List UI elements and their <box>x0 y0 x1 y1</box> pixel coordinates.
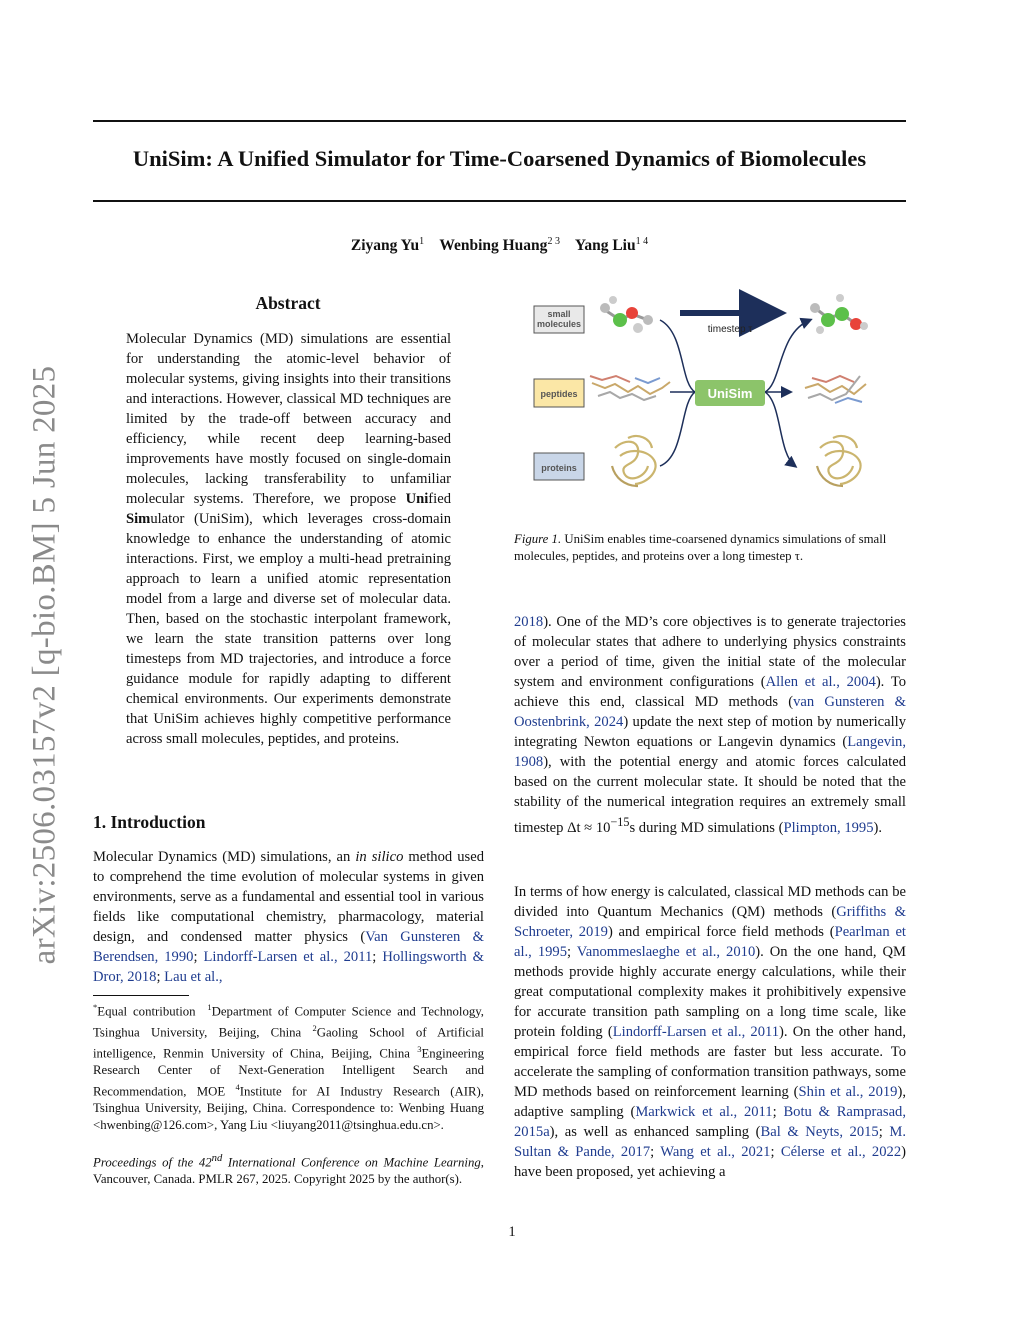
citation-link[interactable]: Vanommeslaeghe et al., 2010 <box>576 944 756 960</box>
citation-link[interactable]: Lindorff-Larsen et al., 2011 <box>203 949 373 965</box>
small-molecules-label-2: molecules <box>536 319 582 329</box>
text-run: In terms of how energy is calculated, classical MD methods can be divided into Quantum Mechanics (QM) methods ( <box>514 884 906 920</box>
citation-link[interactable]: Wang et al., 2021 <box>660 1144 771 1160</box>
text-run: ; <box>772 1104 784 1120</box>
citation-link[interactable]: van Gunsteren & Oostenbrink, 2024 <box>514 694 907 730</box>
text-run: s during MD simulations ( <box>629 819 784 836</box>
text-run: ; <box>770 1144 781 1160</box>
text-run: ). On the other hand, empirical force field methods are faster but less accurate. To accelerate the sampling of conformation transition pathways, some MD methods based on reinforcement learning ( <box>514 1024 906 1100</box>
italic-run: in silico <box>355 849 404 865</box>
right-paragraph-2 <box>514 882 906 1182</box>
citation-link[interactable]: Allen et al., 2004 <box>765 674 876 690</box>
footnote-rule <box>93 995 189 996</box>
text-run: ; <box>878 1124 890 1140</box>
italic-run: Proceedings of the 42 <box>93 1155 212 1170</box>
author-list <box>93 236 906 255</box>
footnote-marker: 3 <box>417 1044 422 1055</box>
author-name: Ziyang Yu <box>350 237 420 255</box>
text-run: ; <box>372 949 383 965</box>
author-affiliation: 2 3 <box>547 236 560 247</box>
protein-left <box>612 436 656 486</box>
abstract-part: fied <box>428 491 451 507</box>
protein-right <box>817 436 861 486</box>
footnote-marker: * <box>93 1002 98 1012</box>
text-run: Gaoling School of Artificial intelligence, Renmin University of China, Beijing, China <box>93 1025 484 1061</box>
text-run: ). <box>873 819 883 836</box>
small-molecule-left <box>600 296 653 333</box>
citation-link[interactable]: Lindorff-Larsen et al., 2011 <box>612 1024 780 1040</box>
citation-link[interactable]: Célerse et al., 2022 <box>780 1144 902 1160</box>
abstract-bold: Uni <box>405 491 429 507</box>
arxiv-id: arXiv:2506.03157v2 [q-bio.BM] 5 Jun 2025 <box>26 365 63 965</box>
text-run: ), as well as enhanced sampling ( <box>549 1124 761 1140</box>
author-affiliation: 1 <box>419 236 425 247</box>
figure-caption <box>514 531 907 565</box>
citation-link[interactable]: Pearlman et al., 1995 <box>514 924 906 960</box>
citation-link[interactable]: Bal & Neyts, 2015 <box>760 1124 879 1140</box>
text-run: ; <box>567 944 577 960</box>
abstract-heading: Abstract <box>255 293 321 313</box>
peptide-right <box>805 376 866 403</box>
citation-link[interactable]: Plimpton, 1995 <box>783 819 874 836</box>
author-name: Wenbing Huang <box>439 237 548 255</box>
text-run: ; <box>156 969 165 985</box>
unisim-label: UniSim <box>707 386 753 401</box>
text-run: Equal contribution <box>97 1004 196 1019</box>
citation-link[interactable]: Markwick et al., 2011 <box>635 1104 773 1120</box>
text-run: ). One of the MD’s core objectives is to generate trajectories of molecular states that adhere to underlying physics constraints over a period of time, given the initial state of the molecular system and environment configurations ( <box>514 614 906 690</box>
timestep-label: timestep τ <box>707 324 753 335</box>
peptide-left <box>590 376 670 400</box>
citation-link[interactable]: Van Gunsteren & Berendsen, 1990 <box>93 929 484 965</box>
proteins-label: proteins <box>541 463 577 473</box>
caption-text: UniSim enables time-coarsened dynamics simulations of small molecules, peptides, and proteins over a long timestep τ. <box>514 532 887 563</box>
text-run: Engineering Research Center of Next-Generation Intelligent Search and Recommendation, MOE <box>93 1046 484 1099</box>
page-number: 1 <box>508 1224 516 1240</box>
right-paragraph-1 <box>514 612 906 838</box>
citation-link[interactable]: Griffiths & Schroeter, 2019 <box>514 904 906 940</box>
text-run: ). To achieve this end, classical MD methods ( <box>514 674 907 710</box>
abstract-part: ulator (UniSim), which leverages cross-domain knowledge to enhance the understanding of atomic interactions. First, we employ a multi-head pretraining approach to learn a unified atomic representation model from a large and diverse set of molecular data. Then, based on the stochastic interpolant framework, we learn the state transition patterns over long timesteps from MD trajectories, and introduce a force guidance module for rapidly adapting to different chemical environments. Our experiments demonstrate that UniSim achieves highly competitive performance across small molecules, peptides, and proteins. <box>126 511 451 747</box>
caption-label: Figure 1. <box>514 532 562 546</box>
text-run: ; <box>193 949 204 965</box>
citation-link[interactable]: Langevin, 1908 <box>514 734 906 770</box>
footnote-marker: 1 <box>207 1002 212 1012</box>
italic-run: nd <box>211 1153 223 1164</box>
citation-link[interactable]: Shin et al., 2019 <box>798 1084 898 1100</box>
intro-heading: 1. Introduction <box>93 812 206 832</box>
arxiv-watermark <box>24 355 66 975</box>
top-rule <box>93 120 906 122</box>
text-run: ). On the one hand, QM methods provide highly accurate energy calculations, while their great computational complexity makes it prohibitively expensive for accurate transition path sampling on a long time scale, like protein folding ( <box>514 944 906 1040</box>
text-run: , Vancouver, Canada. PMLR 267, 2025. Copyright 2025 by the author(s). <box>93 1155 484 1187</box>
intro-paragraph <box>93 847 484 987</box>
figure-1 <box>520 288 900 498</box>
text-run: method used to comprehend the time evolution of molecular systems in given environments, serve as a fundamental and essential tool in various fields like computational chemistry, pharmacology, material design, and condensed matter physics ( <box>93 849 484 945</box>
title-bottom-rule <box>93 200 906 202</box>
small-molecule-right <box>810 294 868 334</box>
peptides-label: peptides <box>540 389 578 399</box>
text-run: ), adaptive sampling ( <box>514 1084 906 1120</box>
text-run: Department of Computer Science and Technology, Tsinghua University, Beijing, China <box>93 1004 485 1040</box>
exponent: −15 <box>610 815 630 829</box>
italic-run: International Conference on Machine Learning <box>222 1155 481 1170</box>
text-run: ; <box>650 1144 661 1160</box>
abstract-bold: Sim <box>126 511 151 527</box>
citation-link[interactable]: Lau et al., <box>164 969 223 985</box>
text-run: ) have been proposed, yet achieving a <box>514 1144 906 1180</box>
footnote-marker: 2 <box>312 1023 317 1034</box>
text-run: ), with the potential energy and atomic forces calculated based on the current molecular state. It should be noted that the stability of the numerical integration requires an extremely small timestep Δt ≈ 10 <box>514 754 906 836</box>
abstract-text <box>126 329 451 749</box>
proceedings-note <box>93 1151 484 1188</box>
citation-link[interactable]: Botu & Ramprasad, 2015a <box>514 1104 906 1140</box>
affiliations-footnote <box>93 999 484 1134</box>
citation-link[interactable]: Hollingsworth & Dror, 2018 <box>93 949 485 985</box>
citation-link[interactable]: M. Sultan & Pande, 2017 <box>514 1124 906 1160</box>
text-run: ) and empirical force field methods ( <box>607 924 835 940</box>
text-run: ) update the next step of motion by numerically integrating Newton equations or Langevin dynamics ( <box>514 714 906 750</box>
paper-title: UniSim: A Unified Simulator for Time-Coarsened Dynamics of Biomolecules <box>132 146 867 171</box>
citation-link[interactable]: 2018 <box>514 614 544 630</box>
abstract-part: Molecular Dynamics (MD) simulations are essential for understanding the atomic-level behavior of molecular systems, giving insights into their transitions and interactions. However, classical MD techniques are limited by the trade-off between accuracy and efficiency, while recent deep learning-based improvements have mostly focused on single-domain molecules, lacking transferability to unfamiliar molecular systems. Therefore, we propose <box>126 331 451 507</box>
text-run: Institute for AI Industry Research (AIR), Tsinghua University, Beijing, China. Correspondence to: Wenbing Huang <hwenbing@126.com>, Yang Liu <liuyang2011@tsinghua.edu.cn>. <box>93 1084 484 1132</box>
footnote-marker: 4 <box>235 1081 240 1092</box>
text-run: Molecular Dynamics (MD) simulations, an <box>93 849 356 865</box>
author-name: Yang Liu <box>574 237 636 255</box>
small-molecules-label: small <box>547 309 571 319</box>
author-affiliation: 1 4 <box>635 236 649 247</box>
